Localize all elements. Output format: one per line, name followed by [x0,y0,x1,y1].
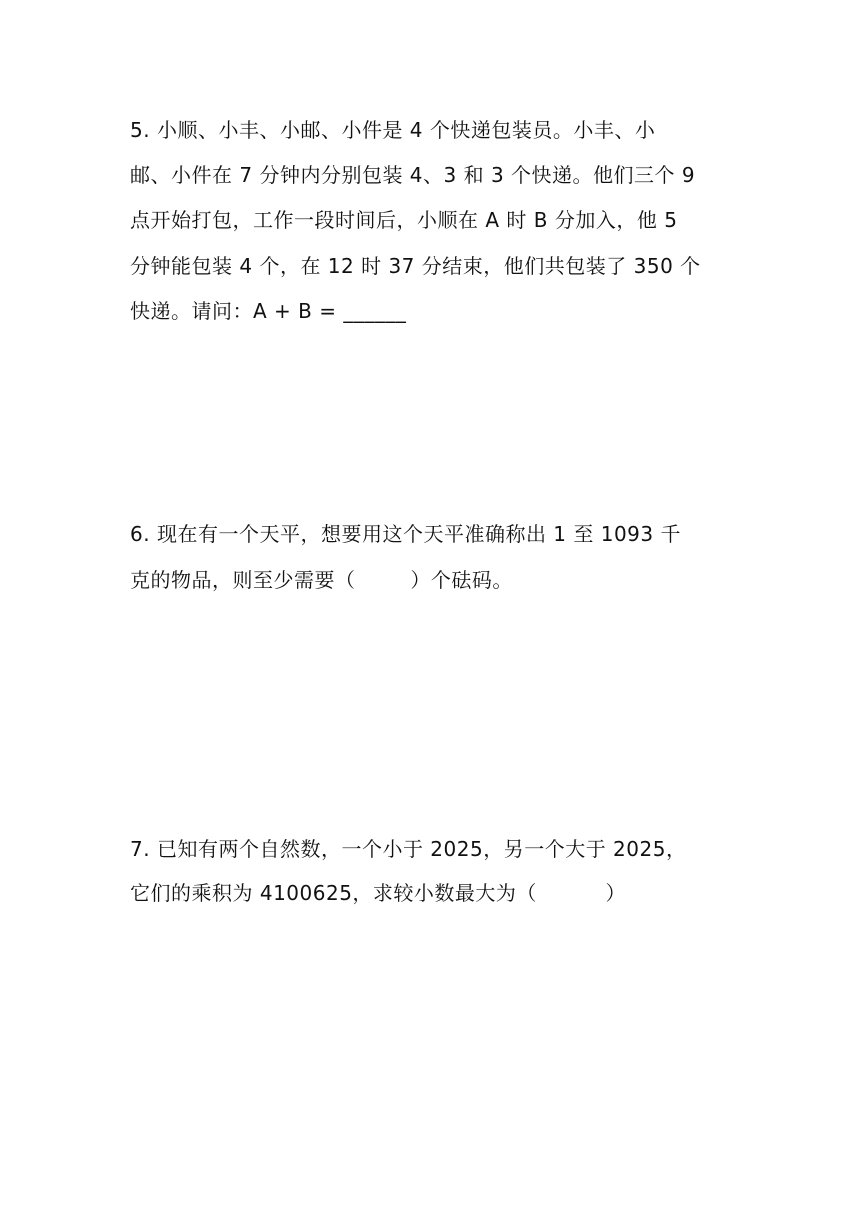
question-7-line-1: 7. 已知有两个自然数，一个小于 2025，另一个大于 2025， [130,837,687,861]
question-6-line-1: 6. 现在有一个天平，想要用这个天平准确称出 1 至 1093 千 [130,522,681,546]
question-6-line-2: 克的物品，则至少需要（ ）个砝码。 [130,568,513,592]
question-5-line-4: 分钟能包装 4 个，在 12 时 37 分结束，他们共包装了 350 个 [130,254,701,278]
question-5-line-3: 点开始打包，工作一段时间后，小顺在 A 时 B 分加入，他 5 [130,208,678,232]
question-5-line-2: 邮、小件在 7 分钟内分别包装 4、3 和 3 个快递。他们三个 9 [130,163,696,187]
question-5-line-5: 快递。请问：A + B = ______ [130,299,407,323]
question-5-line-1: 5. 小顺、小丰、小邮、小件是 4 个快递包装员。小丰、小 [130,118,656,142]
question-7-line-2: 它们的乘积为 4100625，求较小数最大为（ ） [130,881,627,905]
